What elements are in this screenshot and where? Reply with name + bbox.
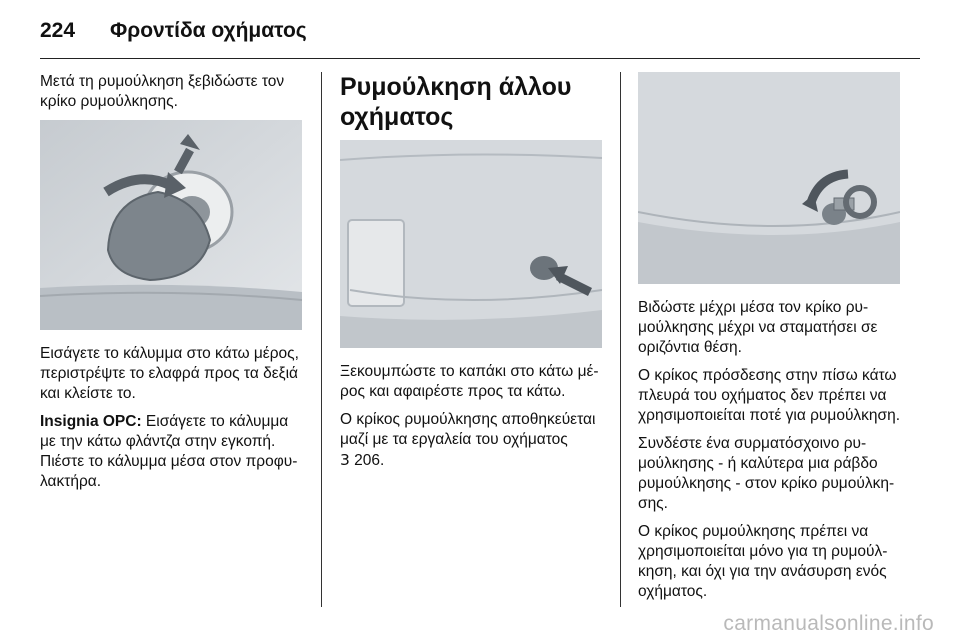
paragraph-hook-usage: Ο κρίκος ρυμούλκησης πρέπει να χρησιμοποιείται μόνο για τη ρυμούλκηση, και όχι για την ανάσυρση ενός οχήματος. xyxy=(638,523,888,600)
column-3 xyxy=(638,72,903,610)
page-reference[interactable]: 206. xyxy=(349,452,385,469)
figure-towing-eye-screw xyxy=(638,72,900,284)
header-rule xyxy=(40,58,920,59)
paragraph-hook-storage: Ο κρίκος ρυμούλκησης αποθηκεύεται μαζί με τα εργαλεία του οχήματος 3 206. xyxy=(340,411,596,469)
paragraph-opc xyxy=(40,412,302,492)
figure-rear-bumper-cap xyxy=(340,140,602,348)
figure-bumper-cover-insert xyxy=(40,120,302,330)
opc-label: Insignia OPC: xyxy=(40,413,142,430)
column-divider-1 xyxy=(321,72,322,607)
column-divider-2 xyxy=(620,72,621,607)
paragraph-connect-rope: Συνδέστε ένα συρματόσχοινο ρυμούλκησης - ή καλύτερα μια ράβδο ρυμούλκησης - στον κρίκο ρυμούλκησης. xyxy=(638,435,895,512)
opc-text: Εισάγετε το κάλυμμα με την κάτω φλάντζα στην εγκοπή. Πιέστε το κάλυμμα μέσα στον προφυλακτήρα. xyxy=(40,413,298,490)
section-title: Ρυμούλκηση άλλου οχήματος xyxy=(340,73,572,131)
page-header xyxy=(40,14,307,48)
paragraph-unscrew-hook: Μετά τη ρυμούλκηση ξεβιδώστε τον κρίκο ρυμούλκησης. xyxy=(40,73,285,110)
page-number: 224 xyxy=(40,19,76,42)
paragraph-insert-cover: Εισάγετε το κάλυμμα στο κάτω μέρος, περιστρέψτε το ελαφρά προς τα δεξιά και κλείστε το. xyxy=(40,345,299,402)
paragraph-unclip-cap: Ξεκουμπώστε το καπάκι στο κάτω μέρος και αφαιρέστε προς τα κάτω. xyxy=(340,363,599,400)
paragraph-tie-down-warning: Ο κρίκος πρόσδεσης στην πίσω κάτω πλευρά του οχήματος δεν πρέπει να χρησιμοποιείται ποτέ για ρυμούλκηση. xyxy=(638,367,901,424)
column-2 xyxy=(340,72,602,479)
watermark: carmanualsonline.info xyxy=(723,612,934,635)
chapter-title: Φροντίδα οχήματος xyxy=(110,19,307,42)
paragraph-screw-hook: Βιδώστε μέχρι μέσα τον κρίκο ρυμούλκησης μέχρι να σταματήσει σε οριζόντια θέση. xyxy=(638,299,878,356)
column-1 xyxy=(40,72,302,500)
page-reference-arrow: 3 xyxy=(340,451,350,469)
